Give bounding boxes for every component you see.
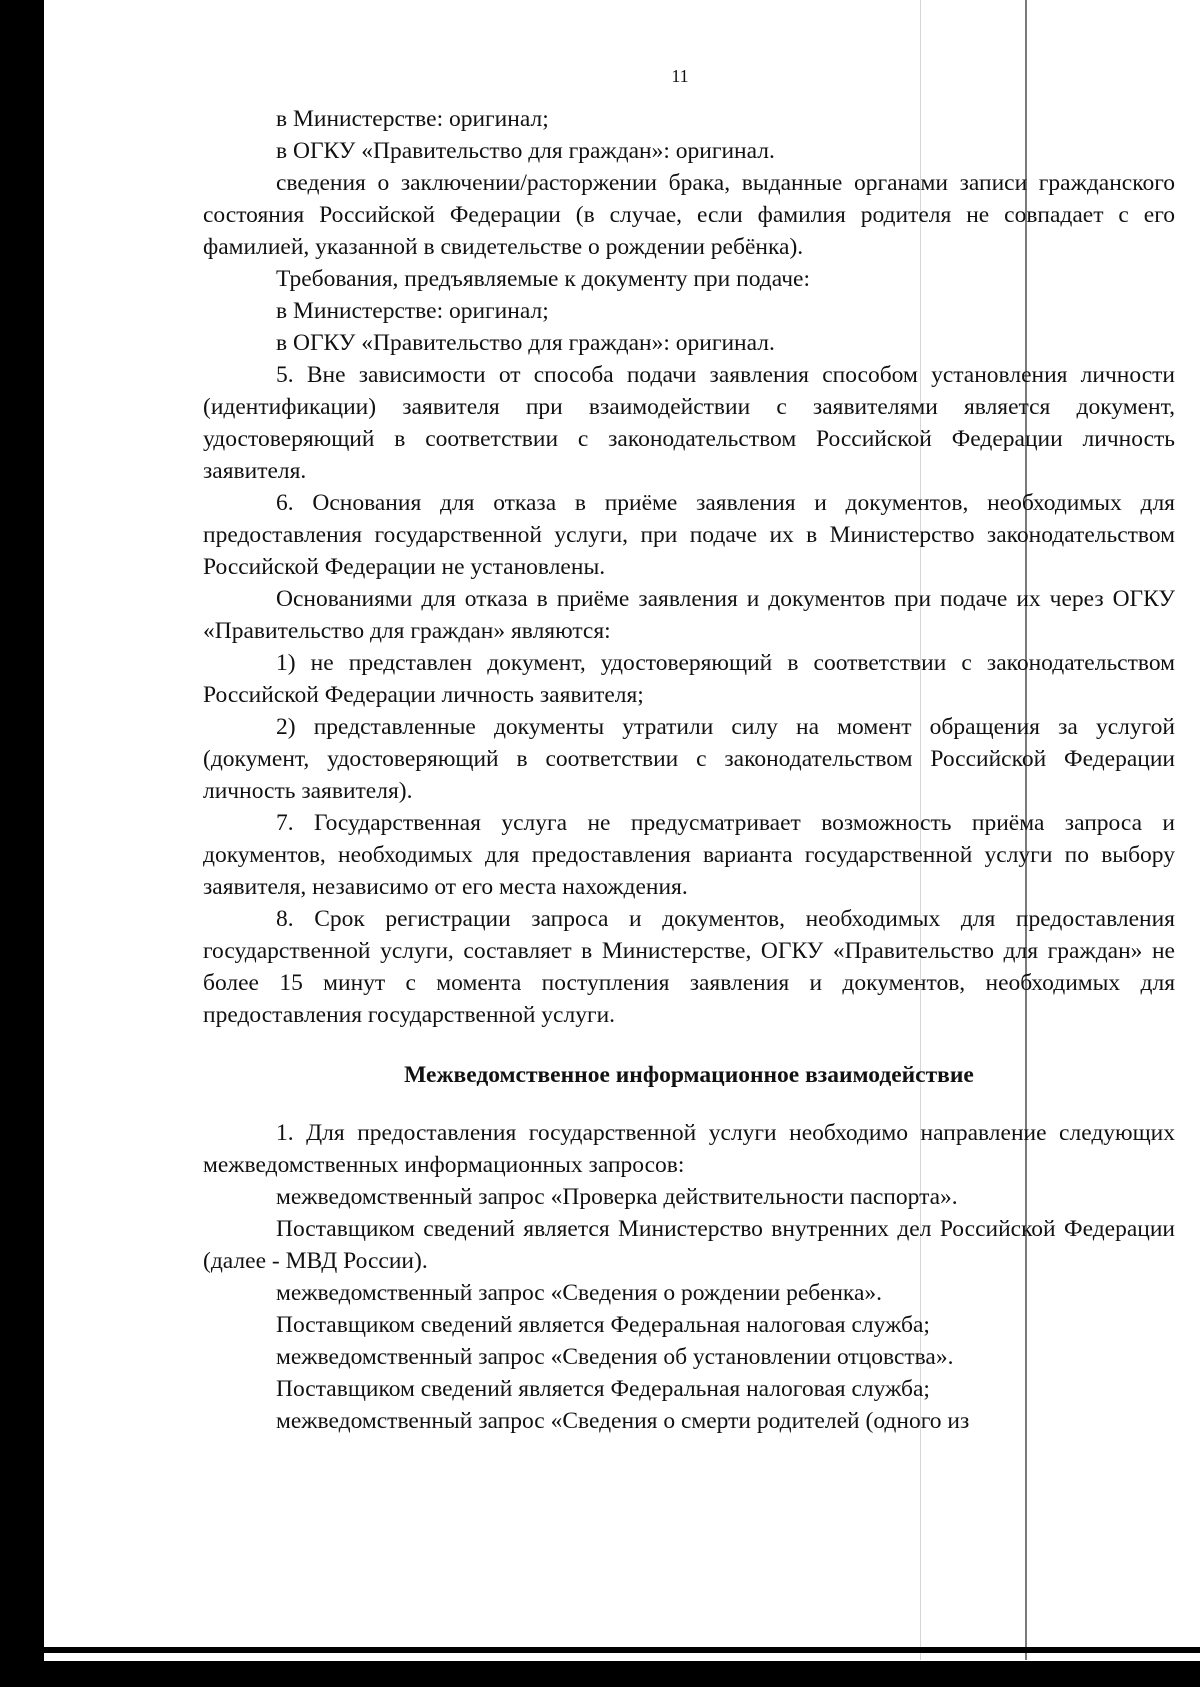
paragraph: Основаниями для отказа в приёме заявления и документов при подаче их через ОГКУ «Правительство для граждан» являются: (203, 586, 1175, 644)
document-body (203, 103, 1175, 1437)
paragraph: в ОГКУ «Правительство для граждан»: оригинал. (276, 330, 775, 356)
paragraph: в ОГКУ «Правительство для граждан»: оригинал. (276, 138, 775, 164)
paragraph: межведомственный запрос «Проверка действительности паспорта». (276, 1184, 958, 1210)
paragraph: 2) представленные документы утратили силу на момент обращения за услугой (документ, удостоверяющий в соответствии с законодательством Российской Федерации личность заявителя). (203, 714, 1175, 804)
paragraph: Поставщиком сведений является Министерство внутренних дел Российской Федерации (далее - МВД России). (203, 1216, 1175, 1274)
scan-border-bottom (0, 1661, 1200, 1687)
paragraph: 1) не представлен документ, удостоверяющий в соответствии с законодательством Российской Федерации личность заявителя; (203, 650, 1175, 708)
page-number: 11 (671, 66, 689, 86)
paragraph: 7. Государственная услуга не предусматривает возможность приёма запроса и документов, необходимых для предоставления варианта государственной услуги по выбору заявителя, независимо от его места нахождения. (203, 810, 1175, 900)
paragraph: в Министерстве: оригинал; (276, 106, 549, 132)
paragraph: 8. Срок регистрации запроса и документов, необходимых для предоставления государственной услуги, составляет в Министерстве, ОГКУ «Правительство для граждан» не более 15 минут с момента поступления заявления и документов, необходимых для предоставления государственной услуги. (203, 906, 1175, 1028)
scan-border-left (0, 0, 44, 1687)
paragraph: 6. Основания для отказа в приёме заявления и документов, необходимых для предоставления государственной услуги, при подаче их в Министерство законодательством Российской Федерации не установлены. (203, 490, 1175, 580)
scan-border-bottom-line (0, 1647, 1200, 1653)
paragraph: сведения о заключении/расторжении брака, выданные органами записи гражданского состояния Российской Федерации (в случае, если фамилия родителя не совпадает с его фамилией, указанной в свидетельстве о рождении ребёнка). (203, 170, 1175, 260)
section-heading: Межведомственное информационное взаимодействие (404, 1062, 974, 1088)
paragraph: 5. Вне зависимости от способа подачи заявления способом установления личности (идентификации) заявителя при взаимодействии с заявителями является документ, удостоверяющий в соответствии с законодательством Российской Федерации личность заявителя. (203, 362, 1175, 484)
paragraph: в Министерстве: оригинал; (276, 298, 549, 324)
paragraph: Поставщиком сведений является Федеральная налоговая служба; (276, 1376, 930, 1402)
paragraph: 1. Для предоставления государственной услуги необходимо направление следующих межведомственных информационных запросов: (203, 1120, 1175, 1178)
paragraph: Требования, предъявляемые к документу при подаче: (276, 266, 810, 292)
paragraph: межведомственный запрос «Сведения о рождении ребенка». (276, 1280, 883, 1306)
paragraph: межведомственный запрос «Сведения об установлении отцовства». (276, 1344, 954, 1370)
paragraph: Поставщиком сведений является Федеральная налоговая служба; (276, 1312, 930, 1338)
paragraph: межведомственный запрос «Сведения о смерти родителей (одного из (276, 1408, 970, 1434)
